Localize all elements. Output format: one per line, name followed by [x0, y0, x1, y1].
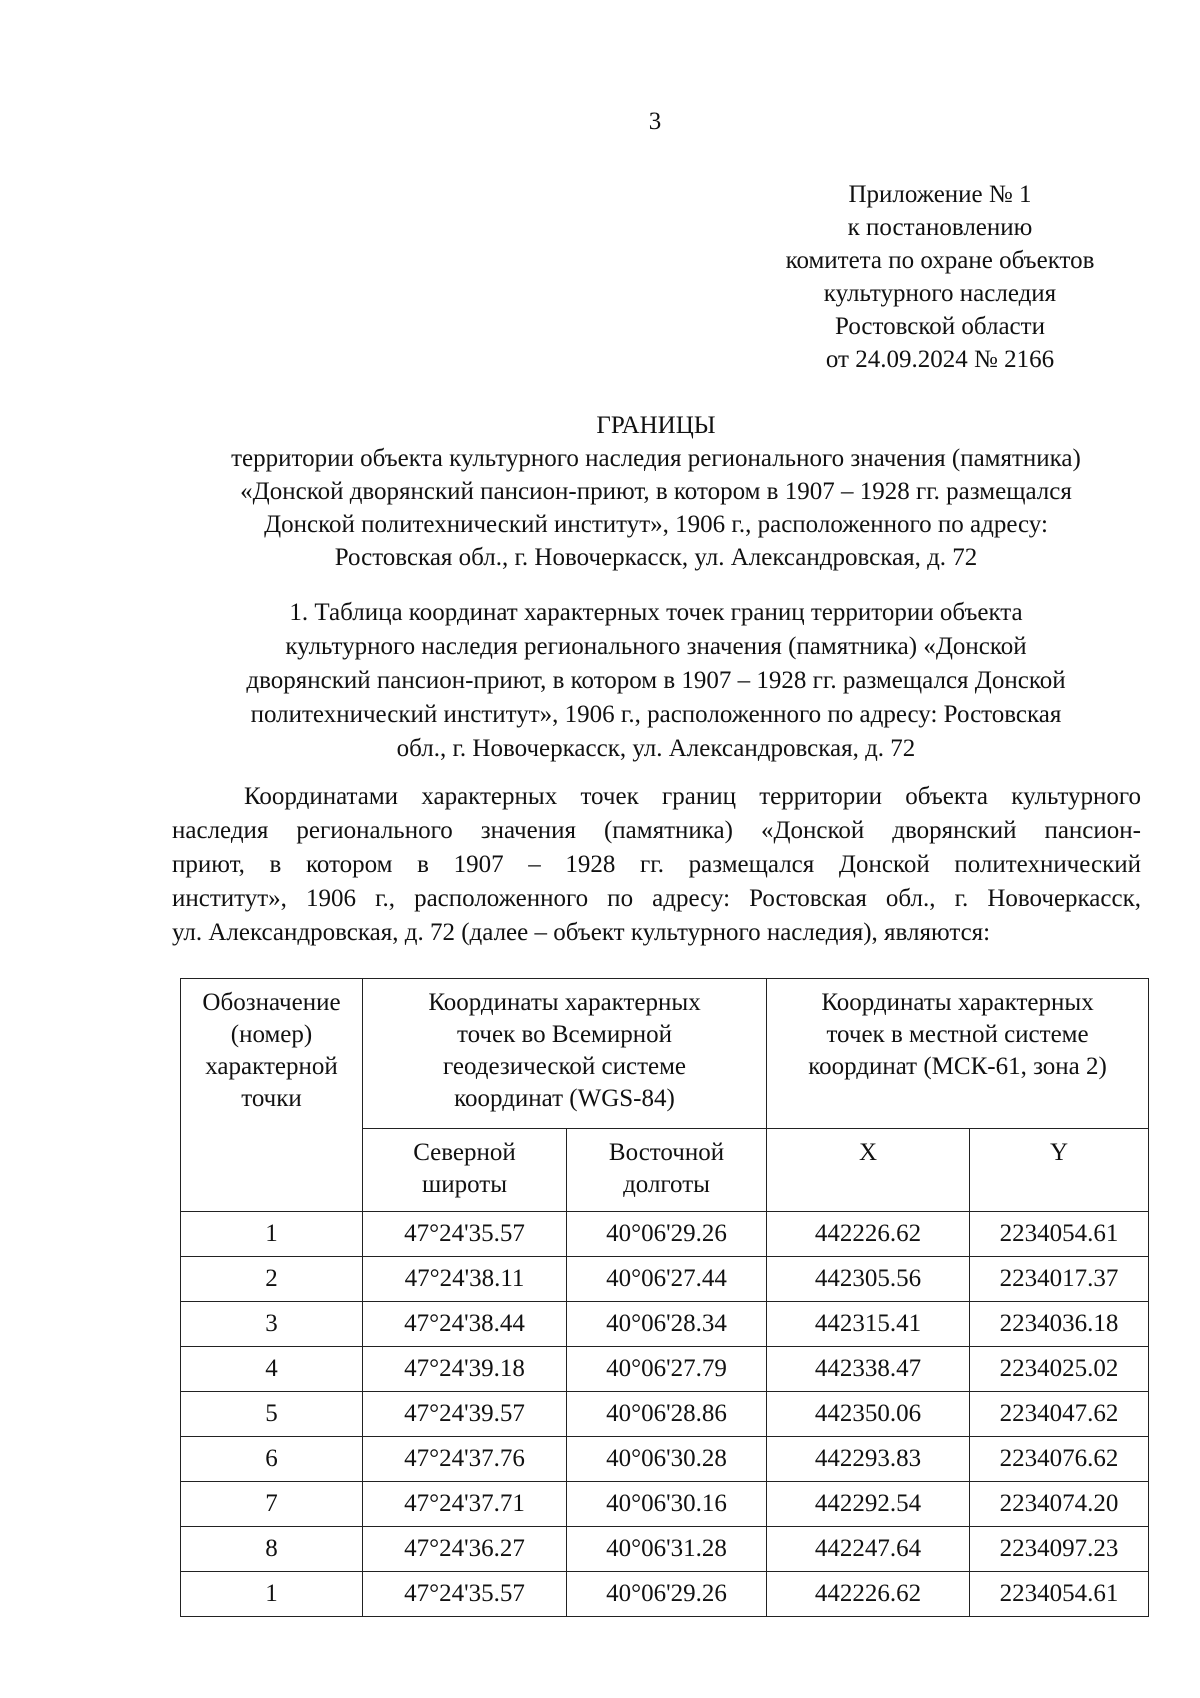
header-y: Y — [970, 1129, 1149, 1212]
header-msk61-coordinates: Координаты характерных точек в местной системе координат (МСК-61, зона 2) — [767, 979, 1149, 1129]
cell-longitude: 40°06'30.16 — [567, 1482, 767, 1527]
cell-latitude: 47°24'35.57 — [363, 1572, 567, 1617]
cell-point: 8 — [181, 1527, 363, 1572]
cell-latitude: 47°24'38.44 — [363, 1302, 567, 1347]
cell-longitude: 40°06'28.86 — [567, 1392, 767, 1437]
cell-point: 4 — [181, 1347, 363, 1392]
appendix-line: комитета по охране объектов — [785, 247, 1095, 274]
header-east-longitude: Восточной долготы — [567, 1129, 767, 1212]
paragraph-line: институт», 1906 г., расположенного по адресу: Ростовская обл., г. Новочеркасск, — [172, 885, 1141, 912]
table-row — [181, 1482, 1149, 1527]
table-row — [181, 1392, 1149, 1437]
document-title — [150, 409, 1162, 574]
cell-longitude: 40°06'27.44 — [567, 1257, 767, 1302]
cell-point: 3 — [181, 1302, 363, 1347]
table-row — [181, 1527, 1149, 1572]
cell-point: 6 — [181, 1437, 363, 1482]
cell-y: 2234036.18 — [970, 1302, 1149, 1347]
table-row — [181, 1572, 1149, 1617]
cell-x: 442292.54 — [767, 1482, 970, 1527]
title-line: Донской политехнический институт», 1906 г., расположенного по адресу: — [264, 511, 1048, 538]
paragraph-line: ул. Александровская, д. 72 (далее – объект культурного наследия), являются: — [172, 919, 991, 946]
cell-longitude: 40°06'31.28 — [567, 1527, 767, 1572]
title-line: «Донской дворянский пансион-приют, в котором в 1907 – 1928 гг. размещался — [240, 478, 1072, 505]
cell-longitude: 40°06'29.26 — [567, 1572, 767, 1617]
cell-point: 1 — [181, 1212, 363, 1257]
cell-latitude: 47°24'37.71 — [363, 1482, 567, 1527]
header-north-latitude: Северной широты — [363, 1129, 567, 1212]
cell-y: 2234047.62 — [970, 1392, 1149, 1437]
cell-longitude: 40°06'30.28 — [567, 1437, 767, 1482]
paragraph-line: наследия регионального значения (памятника) «Донской дворянский пансион- — [172, 817, 1141, 844]
appendix-line: от 24.09.2024 № 2166 — [825, 346, 1055, 373]
cell-x: 442305.56 — [767, 1257, 970, 1302]
header-wgs84-coordinates: Координаты характерных точек во Всемирной геодезической системе координат (WGS-84) — [363, 979, 767, 1129]
appendix-line: к постановлению — [847, 214, 1033, 241]
cell-x: 442350.06 — [767, 1392, 970, 1437]
cell-x: 442338.47 — [767, 1347, 970, 1392]
table-row — [181, 1437, 1149, 1482]
cell-point: 2 — [181, 1257, 363, 1302]
table-row — [181, 1302, 1149, 1347]
cell-point: 5 — [181, 1392, 363, 1437]
cell-y: 2234097.23 — [970, 1527, 1149, 1572]
cell-latitude: 47°24'35.57 — [363, 1212, 567, 1257]
title-heading: ГРАНИЦЫ — [596, 412, 716, 439]
cell-longitude: 40°06'29.26 — [567, 1212, 767, 1257]
section-line: 1. Таблица координат характерных точек границ территории объекта — [289, 599, 1023, 626]
cell-x: 442315.41 — [767, 1302, 970, 1347]
appendix-line: Приложение № 1 — [848, 181, 1032, 208]
cell-x: 442247.64 — [767, 1527, 970, 1572]
cell-x: 442226.62 — [767, 1572, 970, 1617]
cell-latitude: 47°24'38.11 — [363, 1257, 567, 1302]
title-line: Ростовская обл., г. Новочеркасск, ул. Александровская, д. 72 — [334, 544, 978, 571]
cell-latitude: 47°24'39.57 — [363, 1392, 567, 1437]
cell-longitude: 40°06'28.34 — [567, 1302, 767, 1347]
section-line: дворянский пансион-приют, в котором в 1907 – 1928 гг. размещался Донской — [246, 667, 1066, 694]
cell-latitude: 47°24'36.27 — [363, 1527, 567, 1572]
cell-longitude: 40°06'27.79 — [567, 1347, 767, 1392]
table-row — [181, 1257, 1149, 1302]
appendix-line: культурного наследия — [823, 280, 1057, 307]
section-line: обл., г. Новочеркасск, ул. Александровская, д. 72 — [396, 735, 916, 762]
section-line: политехнический институт», 1906 г., расположенного по адресу: Ростовская — [250, 701, 1062, 728]
section-heading — [150, 596, 1162, 766]
header-point-designation: Обозначение (номер) характерной точки — [181, 979, 363, 1212]
paragraph-line: Координатами характерных точек границ территории объекта культурного — [244, 783, 1141, 810]
table-row — [181, 1212, 1149, 1257]
section-line: культурного наследия регионального значения (памятника) «Донской — [285, 633, 1027, 660]
coordinates-table — [180, 978, 1149, 1617]
cell-x: 442293.83 — [767, 1437, 970, 1482]
appendix-block — [745, 178, 1135, 376]
cell-y: 2234025.02 — [970, 1347, 1149, 1392]
page-number: 3 — [648, 108, 662, 135]
body-paragraph — [172, 780, 1141, 950]
cell-x: 442226.62 — [767, 1212, 970, 1257]
cell-y: 2234054.61 — [970, 1212, 1149, 1257]
cell-latitude: 47°24'37.76 — [363, 1437, 567, 1482]
cell-y: 2234017.37 — [970, 1257, 1149, 1302]
table-header-row — [181, 979, 1149, 1129]
cell-y: 2234054.61 — [970, 1572, 1149, 1617]
cell-y: 2234076.62 — [970, 1437, 1149, 1482]
cell-latitude: 47°24'39.18 — [363, 1347, 567, 1392]
title-line: территории объекта культурного наследия регионального значения (памятника) — [231, 445, 1081, 472]
cell-point: 1 — [181, 1572, 363, 1617]
header-x: X — [767, 1129, 970, 1212]
paragraph-line: приют, в котором в 1907 – 1928 гг. размещался Донской политехнический — [172, 851, 1141, 878]
cell-y: 2234074.20 — [970, 1482, 1149, 1527]
appendix-line: Ростовской области — [835, 313, 1045, 340]
cell-point: 7 — [181, 1482, 363, 1527]
table-row — [181, 1347, 1149, 1392]
